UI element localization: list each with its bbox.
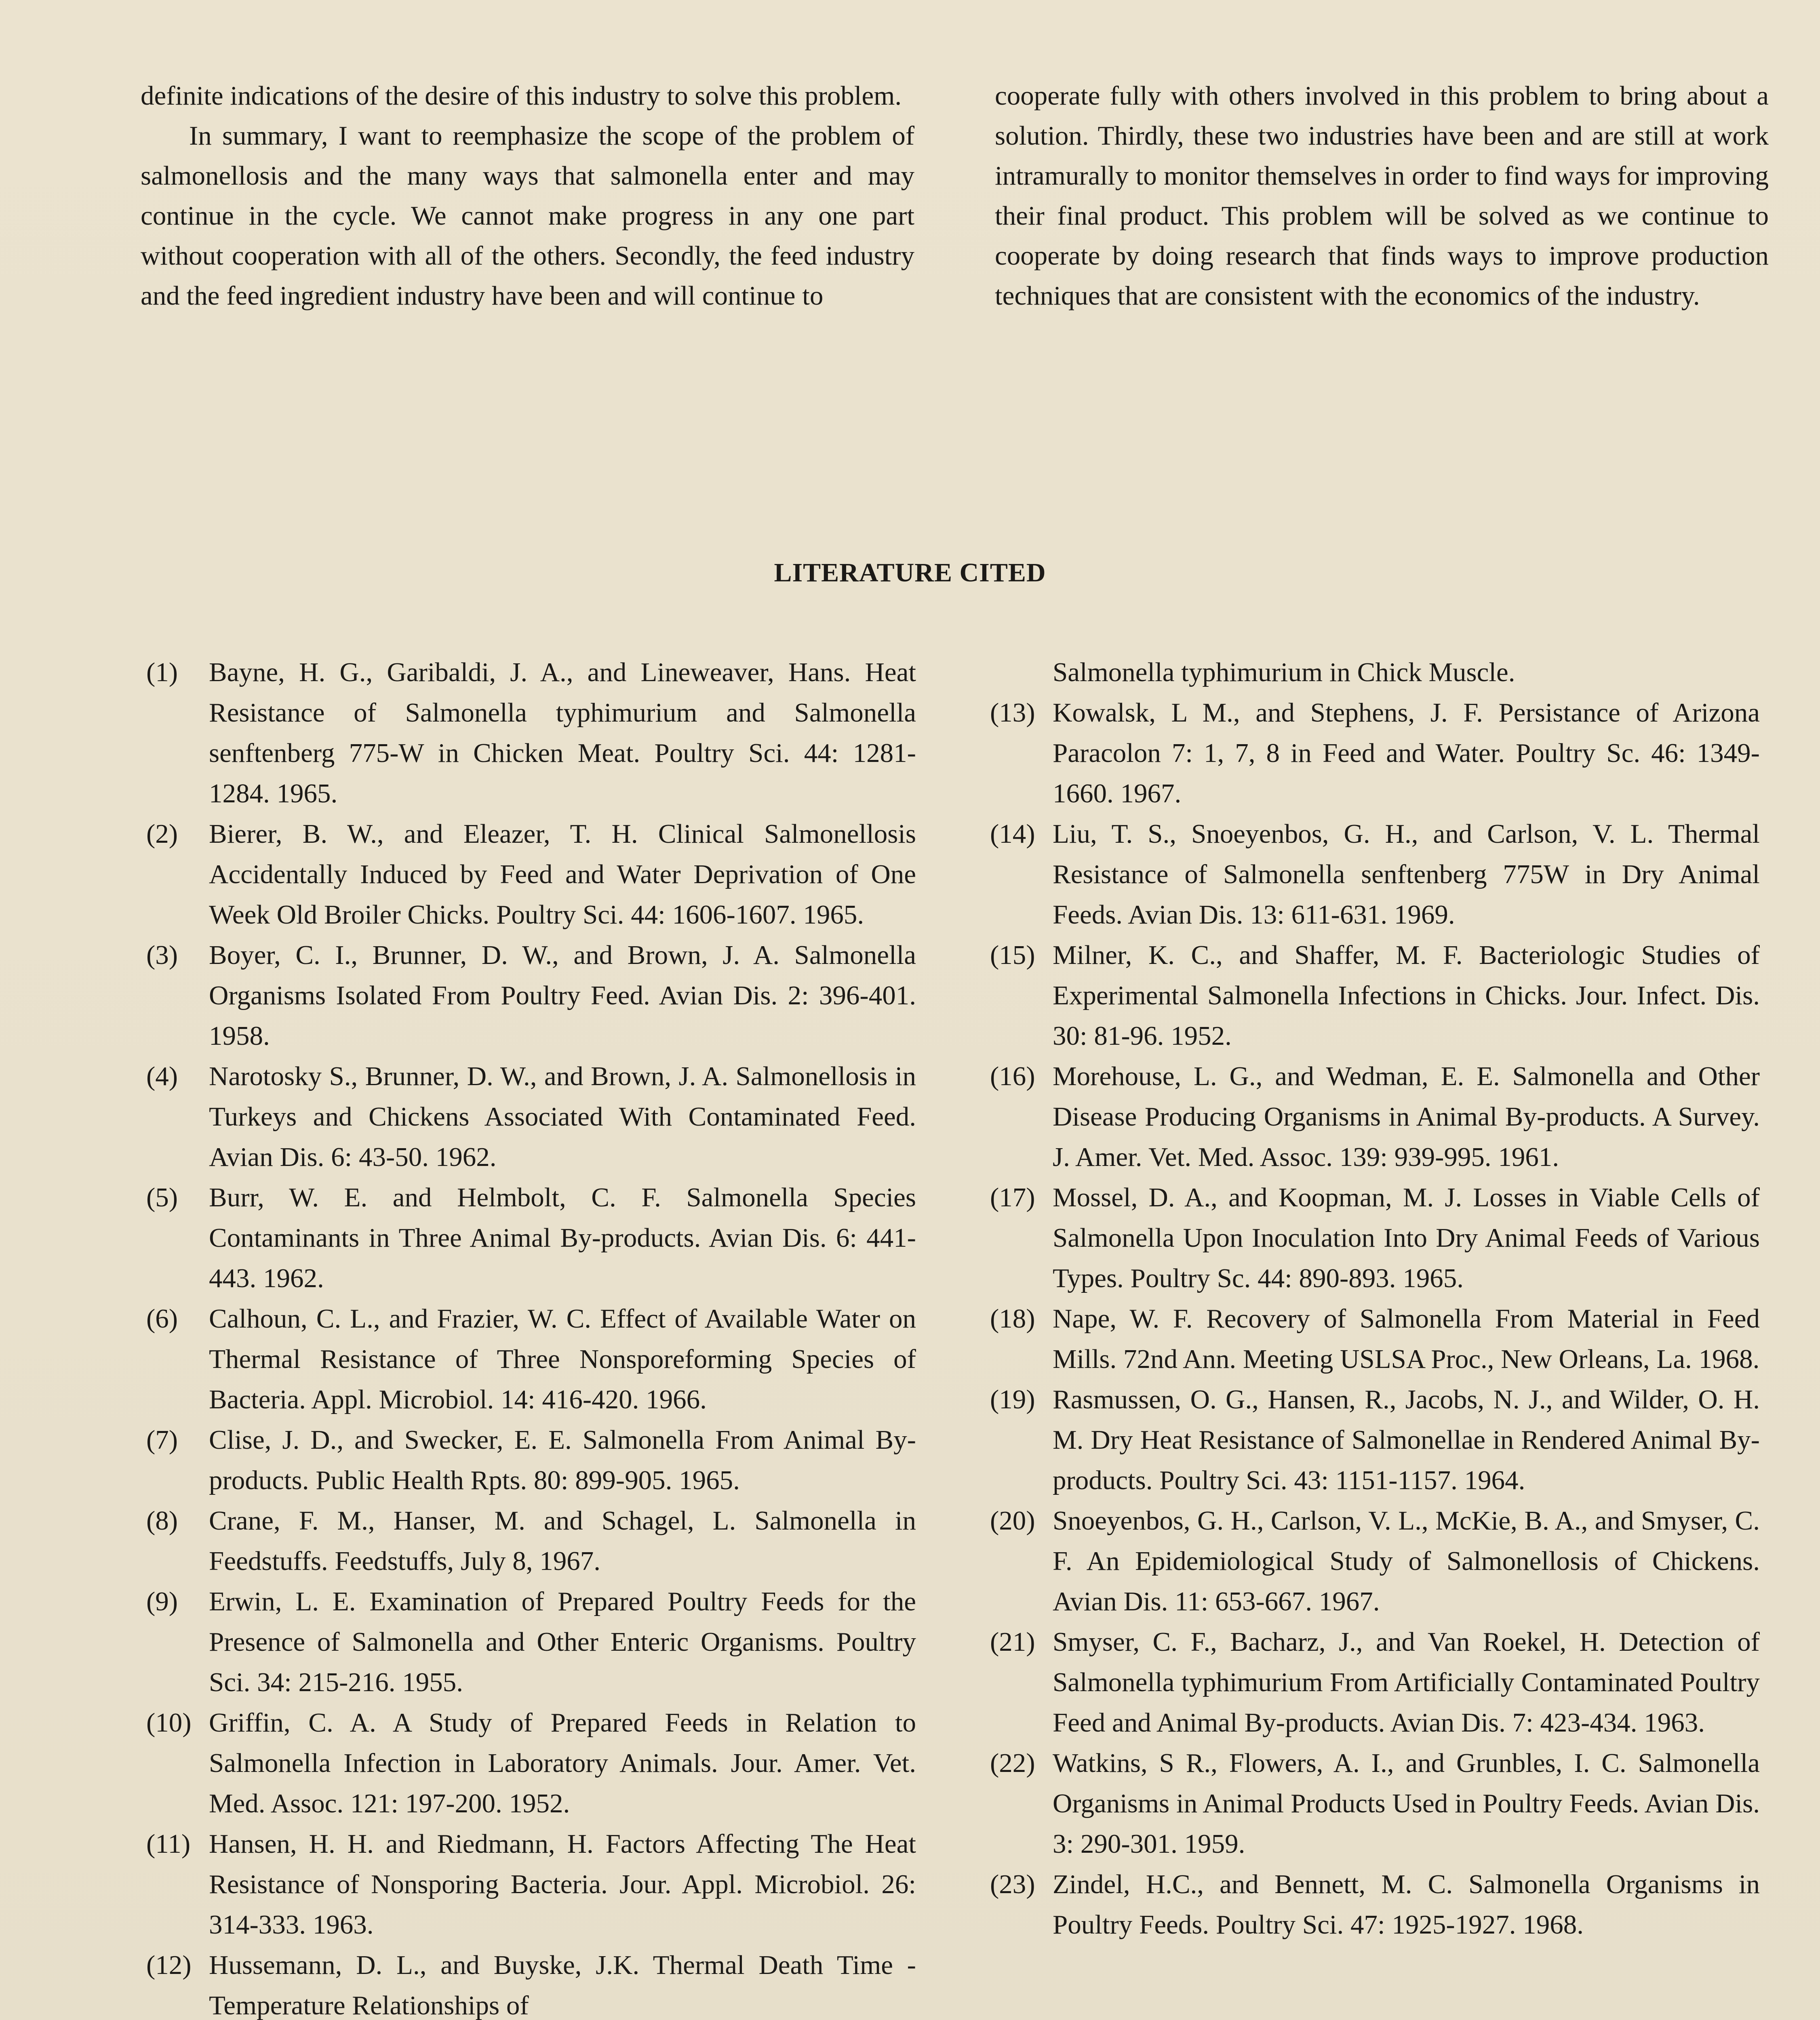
reference-item [990,1056,1760,1177]
reference-number: (12) [146,1950,192,1980]
reference-text: Kowalsk, L M., and Stephens, J. F. Persistance of Arizona Paracolon 7: 1, 7, 8 in Feed and Water. Poultry Sc. 46: 1349-1660. 1967. [1053,698,1760,808]
reference-number: (13) [990,698,1035,728]
reference-item [146,1298,916,1420]
reference-text: Smyser, C. F., Bacharz, J., and Van Roekel, H. Detection of Salmonella typhimurium From Artificially Contaminated Poultry Feed and Animal By-products. Avian Dis. 7: 423-434. 1963. [1053,1627,1760,1738]
reference-text: Milner, K. C., and Shaffer, M. F. Bacteriologic Studies of Experimental Salmonella Infections in Chicks. Jour. Infect. Dis. 30: 81-96. 1952. [1053,940,1760,1051]
reference-text: Bierer, B. W., and Eleazer, T. H. Clinical Salmonellosis Accidentally Induced by Feed and Water Deprivation of One Week Old Broiler Chicks. Poultry Sci. 44: 1606-1607. 1965. [209,819,916,930]
reference-number: (11) [146,1829,191,1859]
intro-paragraph: definite indications of the desire of this industry to solve this problem. [141,81,902,111]
reference-text: Burr, W. E. and Helmbolt, C. F. Salmonella Species Contaminants in Three Animal By-products. Avian Dis. 6: 441-443. 1962. [209,1183,916,1293]
reference-number: (23) [990,1869,1035,1899]
reference-number: (6) [146,1304,178,1334]
reference-item [146,1500,916,1581]
reference-text: Crane, F. M., Hanser, M. and Schagel, L. Salmonella in Feedstuffs. Feedstuffs, July 8, 1967. [209,1506,916,1576]
reference-item [990,1743,1760,1864]
reference-text: Mossel, D. A., and Koopman, M. J. Losses in Viable Cells of Salmonella Upon Inoculation Into Dry Animal Feeds of Various Types. Poultry Sc. 44: 890-893. 1965. [1053,1183,1760,1293]
reference-text: Rasmussen, O. G., Hansen, R., Jacobs, N. J., and Wilder, O. H. M. Dry Heat Resistance of Salmonellae in Rendered Animal By-products. Poultry Sci. 43: 1151-1157. 1964. [1053,1385,1760,1495]
reference-number: (14) [990,819,1035,849]
reference-number: (4) [146,1061,178,1091]
reference-text: Hansen, H. H. and Riedmann, H. Factors Affecting The Heat Resistance of Nonsporing Bacteria. Jour. Appl. Microbiol. 26: 314-333. 1963. [209,1829,916,1940]
reference-number: (19) [990,1385,1035,1414]
reference-text: Calhoun, C. L., and Frazier, W. C. Effect of Available Water on Thermal Resistance of Three Nonsporeforming Species of Bacteria. Appl. Microbiol. 14: 416-420. 1966. [209,1304,916,1414]
reference-text: Snoeyenbos, G. H., Carlson, V. L., McKie, B. A., and Smyser, C. F. An Epidemiological Study of Salmonellosis of Chickens. Avian Dis. 11: 653-667. 1967. [1053,1506,1760,1616]
intro-right-column [995,76,1769,316]
reference-text: Clise, J. D., and Swecker, E. E. Salmonella From Animal By-products. Public Health Rpts. 80: 899-905. 1965. [209,1425,916,1495]
reference-text: Boyer, C. I., Brunner, D. W., and Brown, J. A. Salmonella Organisms Isolated From Poultry Feed. Avian Dis. 2: 396-401. 1958. [209,940,916,1051]
reference-item [990,1500,1760,1622]
section-heading: LITERATURE CITED [774,558,1046,587]
reference-number: (2) [146,819,178,849]
reference-number: (3) [146,940,178,970]
reference-text: Erwin, L. E. Examination of Prepared Poultry Feeds for the Presence of Salmonella and Other Enteric Organisms. Poultry Sci. 34: 215-216. 1955. [209,1587,916,1697]
reference-item [990,692,1760,814]
reference-number: (7) [146,1425,178,1455]
reference-number: (1) [146,657,178,687]
references-right-column [990,652,1760,1945]
reference-item [146,1581,916,1702]
reference-item [990,935,1760,1056]
intro-left-column [141,76,914,316]
reference-item [146,1177,916,1298]
reference-text: Watkins, S R., Flowers, A. I., and Grunbles, I. C. Salmonella Organisms in Animal Products Used in Poultry Feeds. Avian Dis. 3: 290-301. 1959. [1053,1748,1760,1859]
reference-number: (22) [990,1748,1035,1778]
intro-paragraph: In summary, I want to reemphasize the scope of the problem of salmonellosis and the many ways that salmonella enter and may continue in the cycle. We cannot make progress in any one part without cooperation with all of the others. Secondly, the feed industry and the feed ingredient industry have been and will continue to [141,121,914,311]
references-left-column [146,652,916,2020]
reference-number: (21) [990,1627,1035,1657]
reference-text: Nape, W. F. Recovery of Salmonella From Material in Feed Mills. 72nd Ann. Meeting USLSA Proc., New Orleans, La. 1968. [1053,1304,1760,1374]
reference-item [146,1056,916,1177]
reference-item [146,814,916,935]
reference-text: Griffin, C. A. A Study of Prepared Feeds in Relation to Salmonella Infection in Laboratory Animals. Jour. Amer. Vet. Med. Assoc. 121: 197-200. 1952. [209,1708,916,1818]
reference-number: (9) [146,1587,178,1616]
reference-item [990,814,1760,935]
reference-item [990,1864,1760,1945]
reference-number: (10) [146,1708,192,1738]
reference-number: (18) [990,1304,1035,1334]
reference-number: (5) [146,1183,178,1212]
reference-number: (16) [990,1061,1035,1091]
reference-item [146,1702,916,1824]
reference-text: Morehouse, L. G., and Wedman, E. E. Salmonella and Other Disease Producing Organisms in Animal By-products. A Survey. J. Amer. Vet. Med. Assoc. 139: 939-995. 1961. [1053,1061,1760,1172]
reference-item [990,1622,1760,1743]
reference-item [146,1945,916,2020]
reference-item [146,1824,916,1945]
reference-number: (8) [146,1506,178,1536]
reference-text: Narotosky S., Brunner, D. W., and Brown, J. A. Salmonellosis in Turkeys and Chickens Associated With Contaminated Feed. Avian Dis. 6: 43-50. 1962. [209,1061,916,1172]
reference-number: (15) [990,940,1035,970]
reference-text: Zindel, H.C., and Bennett, M. C. Salmonella Organisms in Poultry Feeds. Poultry Sci. 47: 1925-1927. 1968. [1053,1869,1760,1940]
reference-number: (17) [990,1183,1035,1212]
reference-item [146,1420,916,1500]
reference-text: Hussemann, D. L., and Buyske, J.K. Thermal Death Time - Temperature Relationships of [209,1950,916,2020]
reference-item [990,1298,1760,1379]
reference-item [146,652,916,814]
reference-item [990,1379,1760,1500]
intro-paragraph: cooperate fully with others involved in this problem to bring about a solution. Thirdly, these two industries have been and are still at work intramurally to monitor themselves in order to find ways for improving their final product. This problem will be solved as we continue to cooperate by doing research that finds ways to improve production techniques that are consistent with the economics of the industry. [995,81,1769,311]
reference-item [990,1177,1760,1298]
reference-continuation: Salmonella typhimurium in Chick Muscle. [1053,657,1515,687]
reference-text: Liu, T. S., Snoeyenbos, G. H., and Carlson, V. L. Thermal Resistance of Salmonella senftenberg 775W in Dry Animal Feeds. Avian Dis. 13: 611-631. 1969. [1053,819,1760,930]
reference-text: Bayne, H. G., Garibaldi, J. A., and Lineweaver, Hans. Heat Resistance of Salmonella typhimurium and Salmonella senftenberg 775-W in Chicken Meat. Poultry Sci. 44: 1281-1284. 1965. [209,657,916,808]
reference-item [146,935,916,1056]
reference-number: (20) [990,1506,1035,1536]
